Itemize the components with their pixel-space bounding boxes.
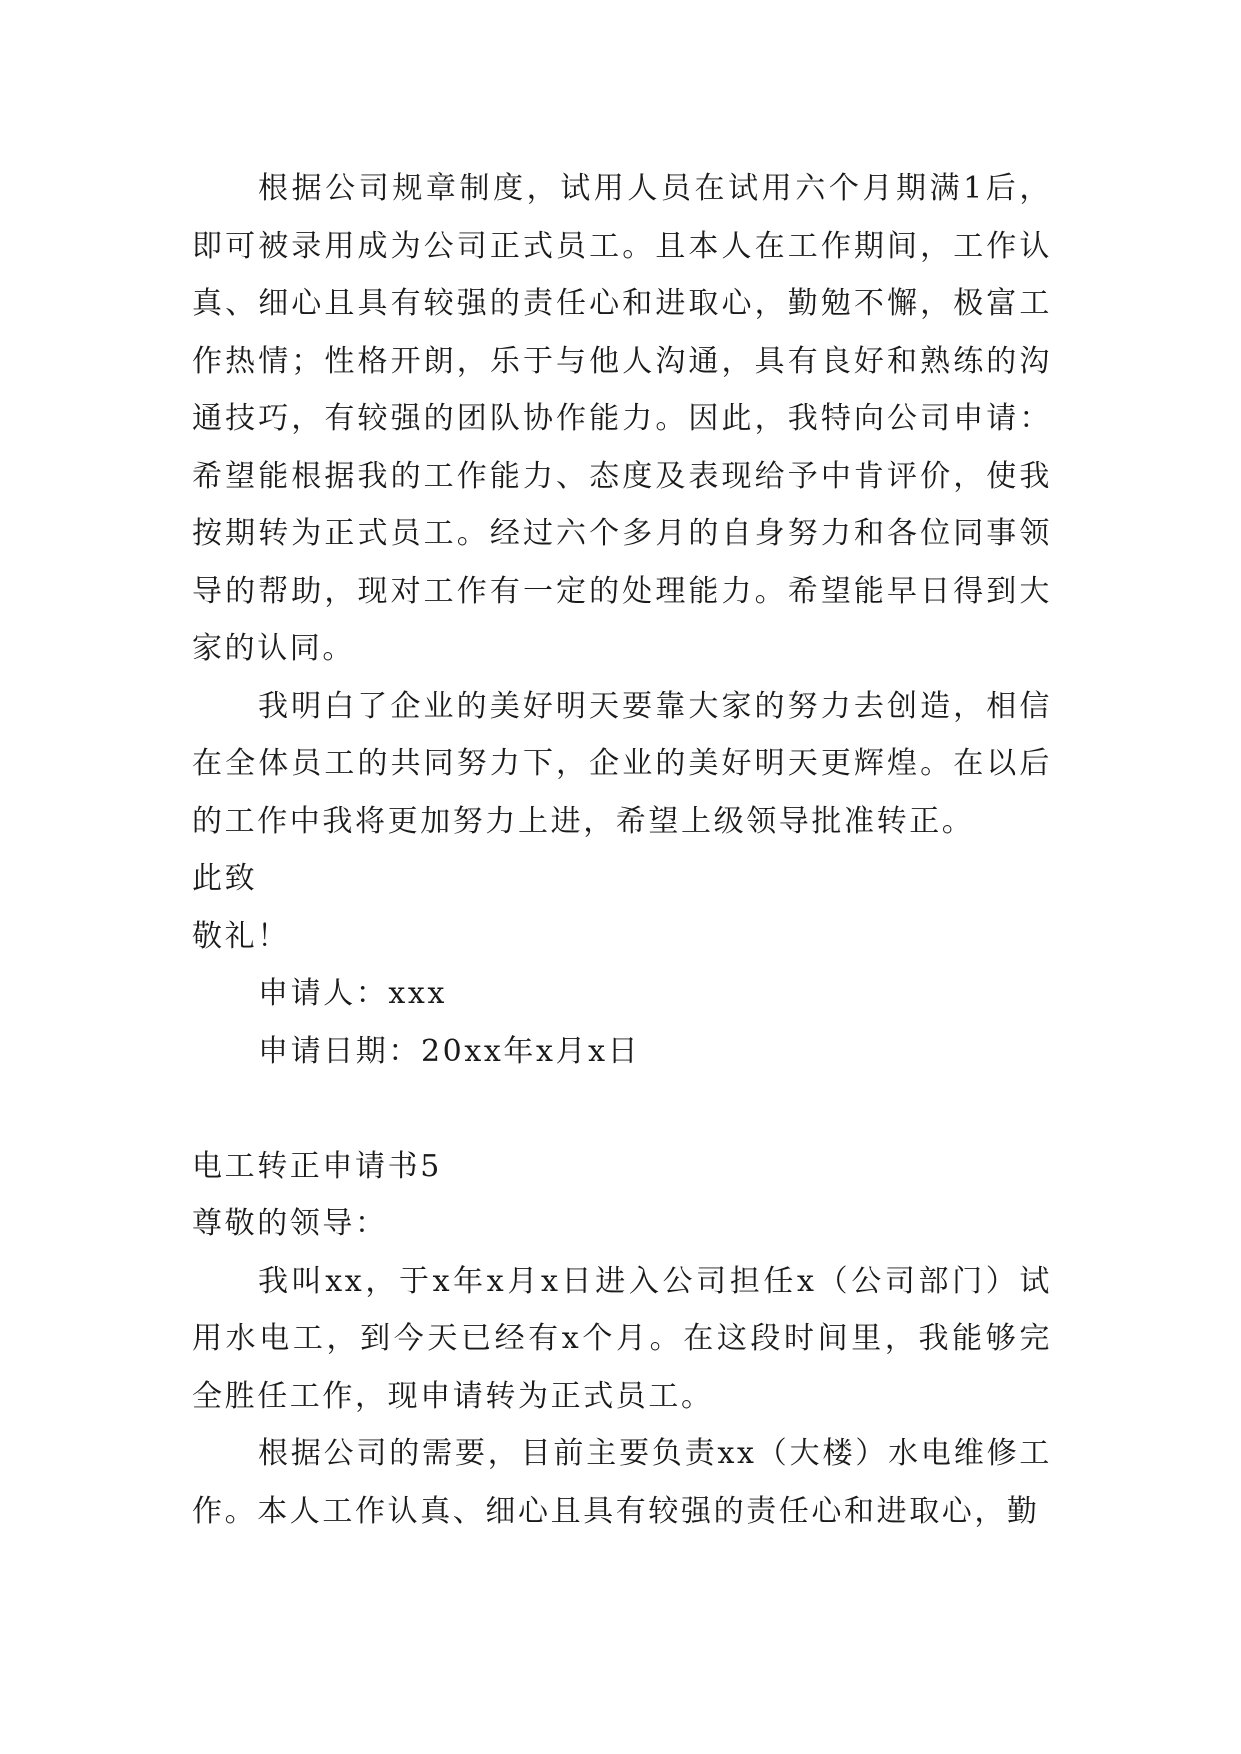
closing-salute: 敬礼！ — [192, 918, 290, 954]
closing-line: 此致 — [192, 861, 258, 896]
document-body — [192, 160, 1052, 1540]
salutation: 尊敬的领导： — [192, 1206, 388, 1241]
applicant-line: 申请人：xxx — [258, 976, 447, 1011]
body-paragraph: 我明白了企业的美好明天要靠大家的努力去创造，相信在全体员工的共同努力下，企业的美好明天更辉煌。在以后的工作中我将更加努力上进，希望上级领导批准转正。 — [192, 688, 1052, 839]
body-paragraph: 根据公司规章制度，试用人员在试用六个月期满1后，即可被录用成为公司正式员工。且本人在工作期间，工作认真、细心且具有较强的责任心和进取心，勤勉不懈，极富工作热情；性格开朗，乐于与他人沟通，具有良好和熟练的沟通技巧，有较强的团队协作能力。因此，我特向公司申请：希望能根据我的工作能力、态度及表现给予中肯评价，使我按期转为正式员工。经过六个多月的自身努力和各位同事领导的帮助，现对工作有一定的处理能力。希望能早日得到大家的认同。 — [192, 171, 1052, 666]
body-paragraph: 我叫xx，于x年x月x日进入公司担任x（公司部门）试用水电工，到今天已经有x个月。在这段时间里，我能够完全胜任工作，现申请转为正式员工。 — [192, 1263, 1052, 1414]
blank-line — [192, 1080, 1052, 1138]
body-paragraph: 根据公司的需要，目前主要负责xx（大楼）水电维修工作。本人工作认真、细心且具有较强的责任心和进取心，勤 — [192, 1436, 1052, 1529]
application-date: 申请日期：20xx年x月x日 — [258, 1033, 641, 1069]
section-title: 电工转正申请书5 — [192, 1148, 442, 1184]
